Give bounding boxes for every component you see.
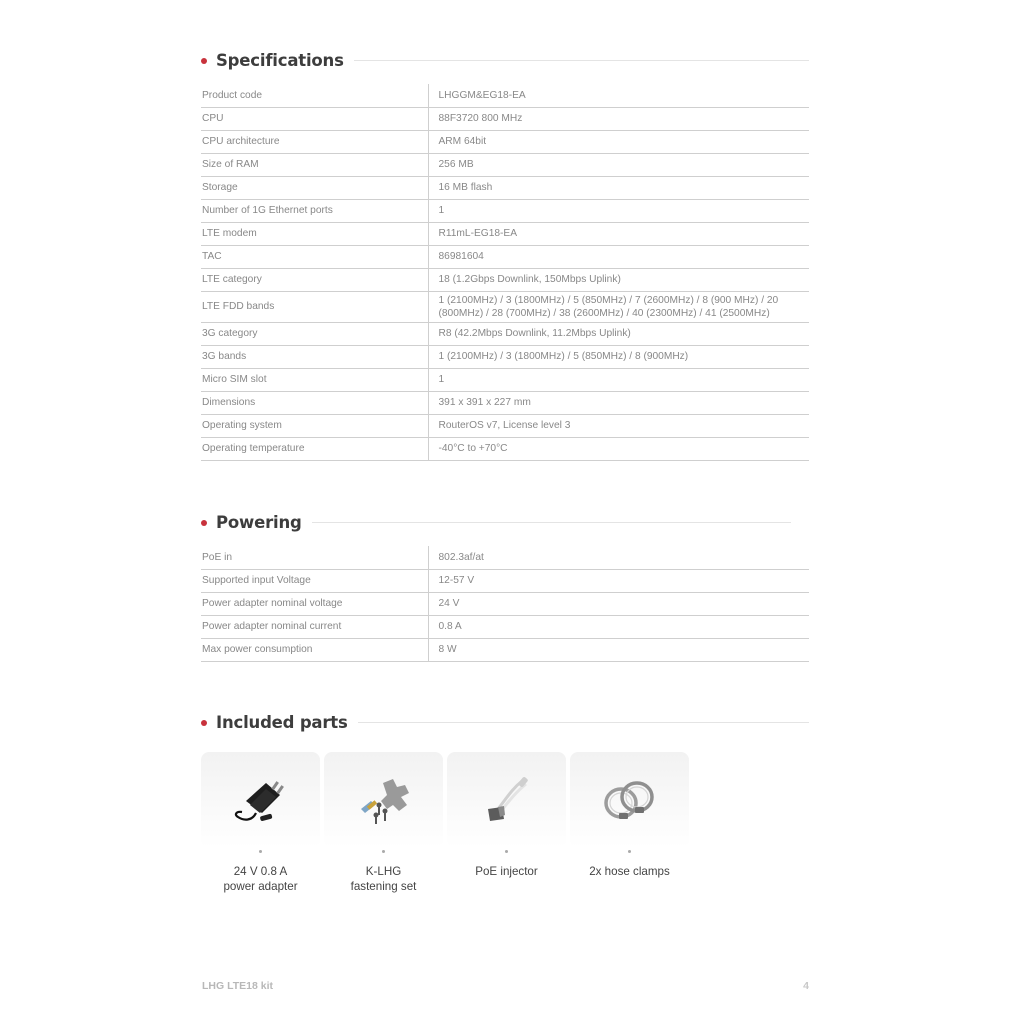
table-row xyxy=(201,84,809,107)
page-number: 4 xyxy=(803,980,809,992)
spec-key: Storage xyxy=(201,176,428,199)
fastening-set-icon xyxy=(349,765,419,835)
spec-value: 1 xyxy=(428,368,809,391)
bullet-dot xyxy=(201,520,207,526)
footer-product-name: LHG LTE18 kit xyxy=(202,980,273,992)
part-pin xyxy=(628,850,631,853)
spec-value: 391 x 391 x 227 mm xyxy=(428,391,809,414)
table-row xyxy=(201,391,809,414)
section-title: Specifications xyxy=(216,51,344,70)
part-caption-line: power adapter xyxy=(223,880,298,893)
spec-value: 1 xyxy=(428,199,809,222)
part-pin xyxy=(382,850,385,853)
part-caption xyxy=(324,864,443,894)
spec-key: Power adapter nominal voltage xyxy=(201,592,428,615)
spec-key: CPU xyxy=(201,107,428,130)
spec-key: LTE category xyxy=(201,268,428,291)
part-caption xyxy=(447,864,566,879)
spec-key: CPU architecture xyxy=(201,130,428,153)
spec-value: 1 (2100MHz) / 3 (1800MHz) / 5 (850MHz) / 8 (900MHz) xyxy=(428,345,809,368)
part-caption xyxy=(570,864,689,879)
part-caption-line: K-LHG xyxy=(365,865,402,878)
spec-key: Product code xyxy=(201,84,428,107)
spec-key: Supported input Voltage xyxy=(201,569,428,592)
table-row xyxy=(201,322,809,345)
part-caption-line: 2x hose clamps xyxy=(589,865,670,878)
spec-value: 18 (1.2Gbps Downlink, 150Mbps Uplink) xyxy=(428,268,809,291)
spec-value: 86981604 xyxy=(428,245,809,268)
table-row xyxy=(201,199,809,222)
spec-key: Max power consumption xyxy=(201,638,428,661)
part-item-hose-clamps xyxy=(570,752,689,894)
bullet-dot xyxy=(201,720,207,726)
part-card xyxy=(324,752,443,848)
spec-key: TAC xyxy=(201,245,428,268)
spec-value: 0.8 A xyxy=(428,615,809,638)
section-title: Included parts xyxy=(216,713,348,732)
part-pin xyxy=(505,850,508,853)
table-row xyxy=(201,569,809,592)
spec-value: 8 W xyxy=(428,638,809,661)
table-row xyxy=(201,368,809,391)
table-row xyxy=(201,176,809,199)
spec-key: Number of 1G Ethernet ports xyxy=(201,199,428,222)
included-parts-heading xyxy=(201,713,809,732)
part-card xyxy=(447,752,566,848)
spec-value: 12-57 V xyxy=(428,569,809,592)
spec-value: RouterOS v7, License level 3 xyxy=(428,414,809,437)
spec-key: PoE in xyxy=(201,546,428,569)
table-row xyxy=(201,615,809,638)
poe-injector-icon xyxy=(472,765,542,835)
part-item-power-adapter xyxy=(201,752,320,894)
spec-key: Power adapter nominal current xyxy=(201,615,428,638)
part-card xyxy=(201,752,320,848)
table-row xyxy=(201,437,809,460)
part-item-poe-injector xyxy=(447,752,566,894)
table-row xyxy=(201,638,809,661)
spec-key: 3G bands xyxy=(201,345,428,368)
table-row xyxy=(201,345,809,368)
part-caption-line: 24 V 0.8 A xyxy=(233,865,288,878)
spec-value: 256 MB xyxy=(428,153,809,176)
spec-value: R11mL-EG18-EA xyxy=(428,222,809,245)
spec-value-line: 1 (2100MHz) / 3 (1800MHz) / 5 (850MHz) / 7 (2600MHz) / 8 (900 MHz) / 20 xyxy=(438,294,779,306)
spec-value: 88F3720 800 MHz xyxy=(428,107,809,130)
table-row xyxy=(201,153,809,176)
power-adapter-icon xyxy=(226,765,296,835)
specifications-heading xyxy=(201,51,809,70)
spec-key: Dimensions xyxy=(201,391,428,414)
spec-value: -40°C to +70°C xyxy=(428,437,809,460)
spec-value: LHGGM&EG18-EA xyxy=(428,84,809,107)
table-row xyxy=(201,291,809,322)
table-row xyxy=(201,592,809,615)
spec-value-line: (800MHz) / 28 (700MHz) / 38 (2600MHz) / 40 (2300MHz) / 41 (2500MHz) xyxy=(438,307,770,319)
spec-value: 802.3af/at xyxy=(428,546,809,569)
spec-key: 3G category xyxy=(201,322,428,345)
spec-key: Operating temperature xyxy=(201,437,428,460)
table-row xyxy=(201,130,809,153)
table-row xyxy=(201,546,809,569)
heading-rule xyxy=(354,60,809,61)
table-row xyxy=(201,107,809,130)
section-title: Powering xyxy=(216,513,302,532)
heading-rule xyxy=(312,522,791,523)
table-row xyxy=(201,222,809,245)
part-caption xyxy=(201,864,320,894)
table-row xyxy=(201,245,809,268)
heading-rule xyxy=(358,722,809,723)
table-row xyxy=(201,414,809,437)
hose-clamps-icon xyxy=(595,765,665,835)
spec-key: LTE modem xyxy=(201,222,428,245)
bullet-dot xyxy=(201,58,207,64)
spec-key: Operating system xyxy=(201,414,428,437)
spec-value xyxy=(428,291,809,322)
spec-value: ARM 64bit xyxy=(428,130,809,153)
part-caption-line: PoE injector xyxy=(475,865,538,878)
part-caption-line: fastening set xyxy=(350,880,417,893)
spec-value: 16 MB flash xyxy=(428,176,809,199)
spec-key: LTE FDD bands xyxy=(201,291,428,322)
part-pin xyxy=(259,850,262,853)
specifications-table xyxy=(201,84,809,461)
spec-key: Micro SIM slot xyxy=(201,368,428,391)
part-item-fastening-set xyxy=(324,752,443,894)
spec-key: Size of RAM xyxy=(201,153,428,176)
included-parts-grid xyxy=(201,752,689,894)
part-card xyxy=(570,752,689,848)
spec-value: 24 V xyxy=(428,592,809,615)
table-row xyxy=(201,268,809,291)
spec-value: R8 (42.2Mbps Downlink, 11.2Mbps Uplink) xyxy=(428,322,809,345)
powering-heading xyxy=(201,513,791,532)
powering-table xyxy=(201,546,809,662)
